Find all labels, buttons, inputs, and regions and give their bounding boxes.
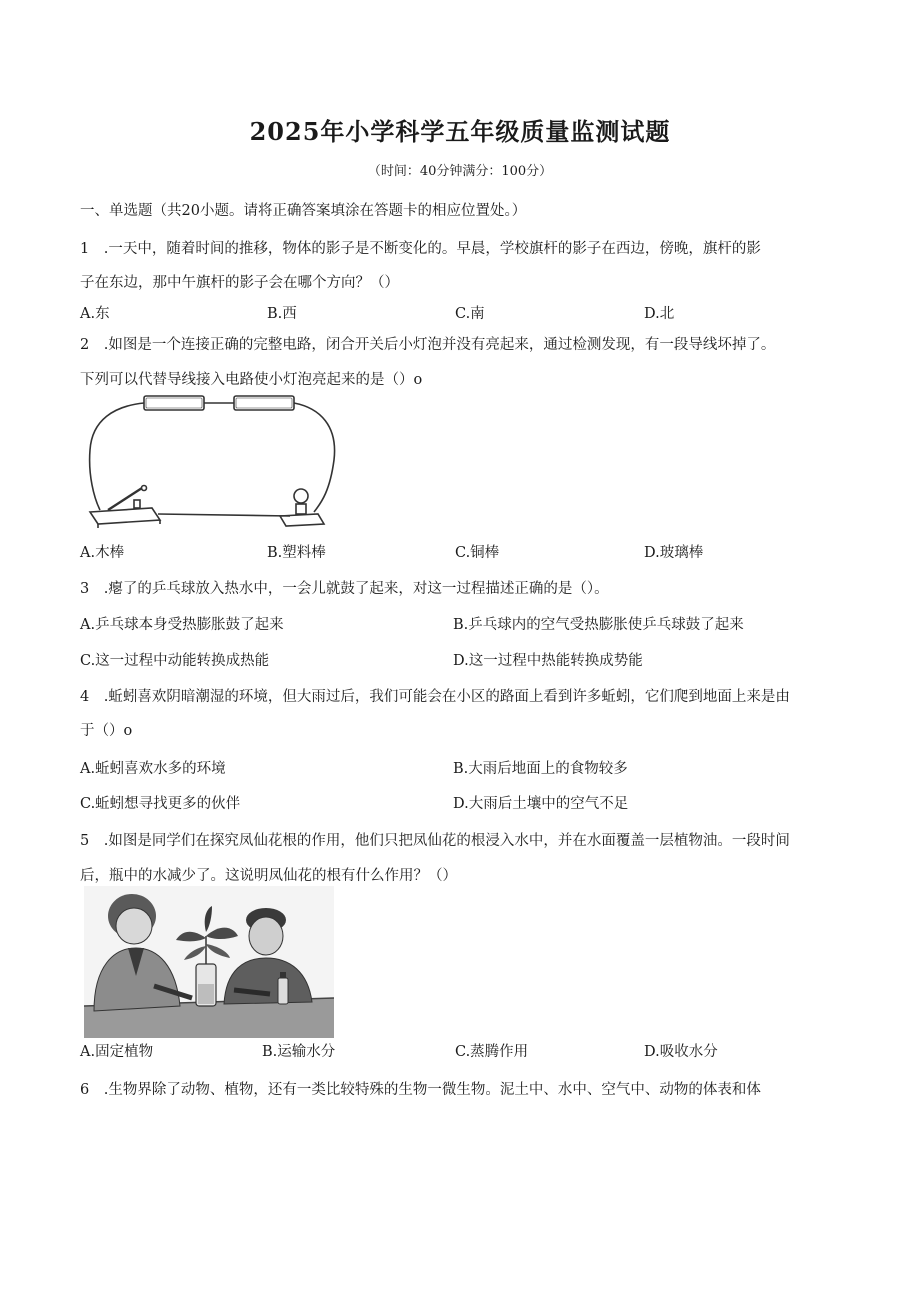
question-1-option-c: C.南 [455,306,485,322]
question-5-option-d: D.吸收水分 [644,1044,718,1060]
question-3-line-1: 3 .瘪了的乒乓球放入热水中，一会儿就鼓了起来，对这一过程描述正确的是（）。 [80,581,609,597]
plant-experiment-illustration [84,886,334,1038]
question-1-option-d: D.北 [644,306,675,322]
question-2-option-a: A.木棒 [80,545,125,561]
question-5-option-a: A.固定植物 [80,1044,154,1060]
question-4-line-2: 于（）o [80,723,133,739]
question-1-line-1: 1 .一天中，随着时间的推移，物体的影子是不断变化的。早晨，学校旗杆的影子在西边，傍晚，旗杆的影 [80,241,761,257]
question-3-option-c: C.这一过程中动能转换成热能 [80,653,270,669]
question-1-option-b: B.西 [267,306,297,322]
question-3-option-d: D.这一过程中热能转换成势能 [453,653,643,669]
question-4-option-b: B.大雨后地面上的食物较多 [453,761,628,777]
question-2-option-d: D.玻璃棒 [644,545,704,561]
question-1-line-2: 子在东边，那中午旗杆的影子会在哪个方向？（） [80,275,399,291]
question-4-option-a: A.蚯蚓喜欢水多的环境 [80,761,226,777]
question-4-line-1: 4 .蚯蚓喜欢阴暗潮湿的环境，但大雨过后，我们可能会在小区的路面上看到许多蚯蚓，它们爬到地面上来是由 [80,689,790,705]
question-3-option-b: B.乒乓球内的空气受热膨胀使乒乓球鼓了起来 [453,617,744,633]
page-title: 2025年小学科学五年级质量监测试题 [249,117,671,146]
question-5-line-1: 5 .如图是同学们在探究凤仙花根的作用，他们只把凤仙花的根浸入水中，并在水面覆盖一层植物油。一段时间 [80,833,790,849]
circuit-diagram [84,390,344,530]
section-heading: 一、单选题（共20小题。请将正确答案填涂在答题卡的相应位置处。） [80,203,527,219]
question-5-option-c: C.蒸腾作用 [455,1044,529,1060]
question-4-option-c: C.蚯蚓想寻找更多的伙伴 [80,796,241,812]
question-2-option-c: C.铜棒 [455,545,500,561]
question-4-option-d: D.大雨后土壤中的空气不足 [453,796,629,812]
question-2-line-2: 下列可以代替导线接入电路使小灯泡亮起来的是（）o [80,372,423,388]
question-6-line-1: 6 .生物界除了动物、植物，还有一类比较特殊的生物一微生物。泥土中、水中、空气中、动物的体表和体 [80,1082,761,1098]
question-1-option-a: A.东 [80,306,110,322]
exam-time-info: （时间：40分钟满分：100分） [367,164,553,179]
question-3-option-a: A.乒乓球本身受热膨胀鼓了起来 [80,617,284,633]
question-2-line-1: 2 .如图是一个连接正确的完整电路，闭合开关后小灯泡并没有亮起来，通过检测发现，有一段导线坏掉了。 [80,337,776,353]
question-5-option-b: B.运输水分 [262,1044,336,1060]
question-2-option-b: B.塑料棒 [267,545,326,561]
question-5-line-2: 后，瓶中的水减少了。这说明凤仙花的根有什么作用？（） [80,868,457,884]
